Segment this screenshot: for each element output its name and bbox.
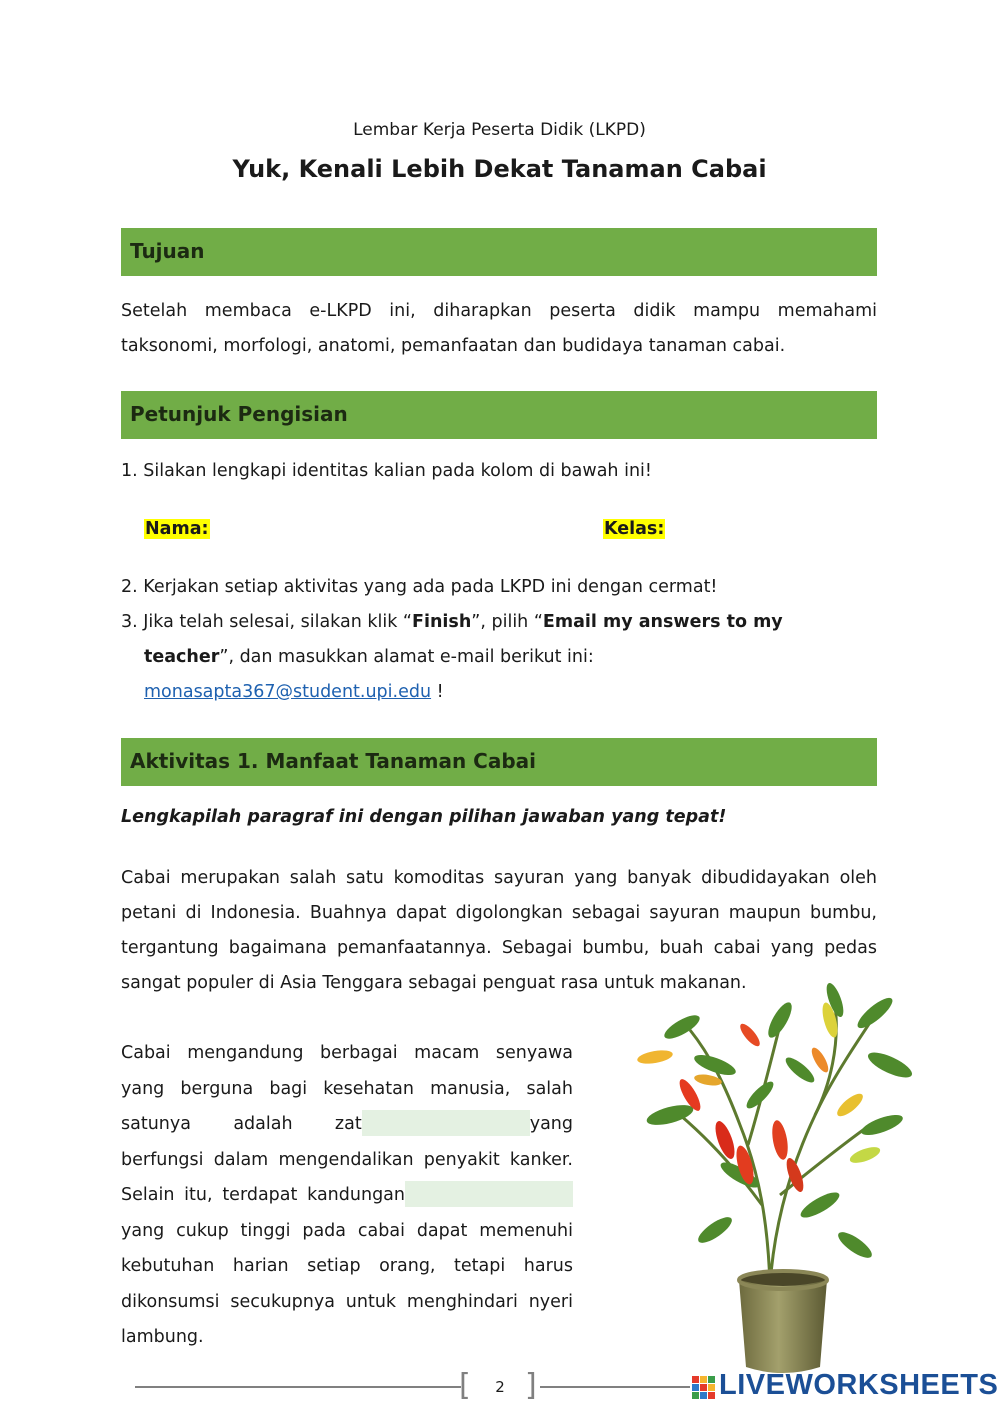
liveworksheets-brand-text: LIVEWORKSHEETS [719, 1369, 999, 1401]
page-number: 2 [495, 1378, 505, 1396]
nama-label: Nama: [145, 519, 209, 539]
flower-pot [739, 1270, 827, 1373]
footer-line-right [540, 1386, 690, 1388]
answer-blank-1[interactable] [362, 1110, 530, 1136]
email-line: monasapta367@student.upi.edu ! [144, 682, 444, 702]
document-title: Yuk, Kenali Lebih Dekat Tanaman Cabai [232, 155, 767, 183]
section-heading-aktivitas-1: Aktivitas 1. Manfaat Tanaman Cabai [130, 749, 537, 773]
activity-paragraph-2: Cabai mengandung berbagai macam senyawa yang berguna bagi kesehatan manusia, salah satunya adalah zat yang berfungsi dalam mengendalikan penyakit kanker. Selain itu, terdapat kandunganyang cukup tinggi pada cabai dapat memenuhi kebutuhan harian setiap orang, tetapi harus dikonsumsi secukupnya untuk menghindari nyeri lambung. [121, 1043, 573, 1347]
page-bracket-left-icon: [ [459, 1368, 471, 1403]
instruction-item-3: 3. Jika telah selesai, silakan klik “Finish”, pilih “Email my answers to my [121, 612, 783, 632]
kelas-label: Kelas: [604, 519, 665, 539]
tujuan-text: Setelah membaca e-LKPD ini, diharapkan peserta didik mampu memahami taksonomi, morfologi, anatomi, pemanfaatan dan budidaya tanaman cabai. [121, 301, 877, 356]
chili-plant-illustration [620, 975, 920, 1385]
activity-paragraph-1: Cabai merupakan salah satu komoditas sayuran yang banyak dibudidayakan oleh petani di Indonesia. Buahnya dapat digolongkan sebagai sayuran maupun bumbu, tergantung bagaimana pemanfaatannya. Sebagai bumbu, buah cabai yang pedas sangat populer di Asia Tenggara sebagai penguat rasa untuk makanan. [121, 868, 877, 993]
section-heading-tujuan: Tujuan [130, 239, 205, 263]
section-bar-aktivitas-1 [121, 738, 877, 786]
nama-field[interactable] [144, 519, 210, 539]
footer-line-left [135, 1386, 461, 1388]
email-my-answers-text: Email my answers to my [542, 612, 783, 632]
finish-text: Finish [412, 612, 472, 632]
instruction-item-3-cont: teacher”, dan masukkan alamat e-mail berikut ini: [144, 647, 594, 667]
section-bar-tujuan [121, 228, 877, 276]
activity-instruction: Lengkapilah paragraf ini dengan pilihan jawaban yang tepat! [121, 807, 727, 827]
document-subtitle: Lembar Kerja Peserta Didik (LKPD) [353, 120, 646, 140]
liveworksheets-logo[interactable] [692, 1369, 999, 1405]
teacher-email-link[interactable]: monasapta367@student.upi.edu [144, 682, 432, 702]
kelas-field[interactable] [603, 519, 665, 539]
section-bar-petunjuk [121, 391, 877, 439]
instruction-item-2: 2. Kerjakan setiap aktivitas yang ada pada LKPD ini dengan cermat! [121, 577, 718, 597]
page-bracket-right-icon: ] [525, 1368, 537, 1403]
answer-blank-2[interactable] [405, 1181, 573, 1207]
teacher-text: teacher [144, 647, 220, 667]
section-heading-petunjuk: Petunjuk Pengisian [130, 402, 348, 426]
liveworksheets-logo-icon [692, 1376, 716, 1400]
instruction-item-1: 1. Silakan lengkapi identitas kalian pada kolom di bawah ini! [121, 461, 652, 481]
